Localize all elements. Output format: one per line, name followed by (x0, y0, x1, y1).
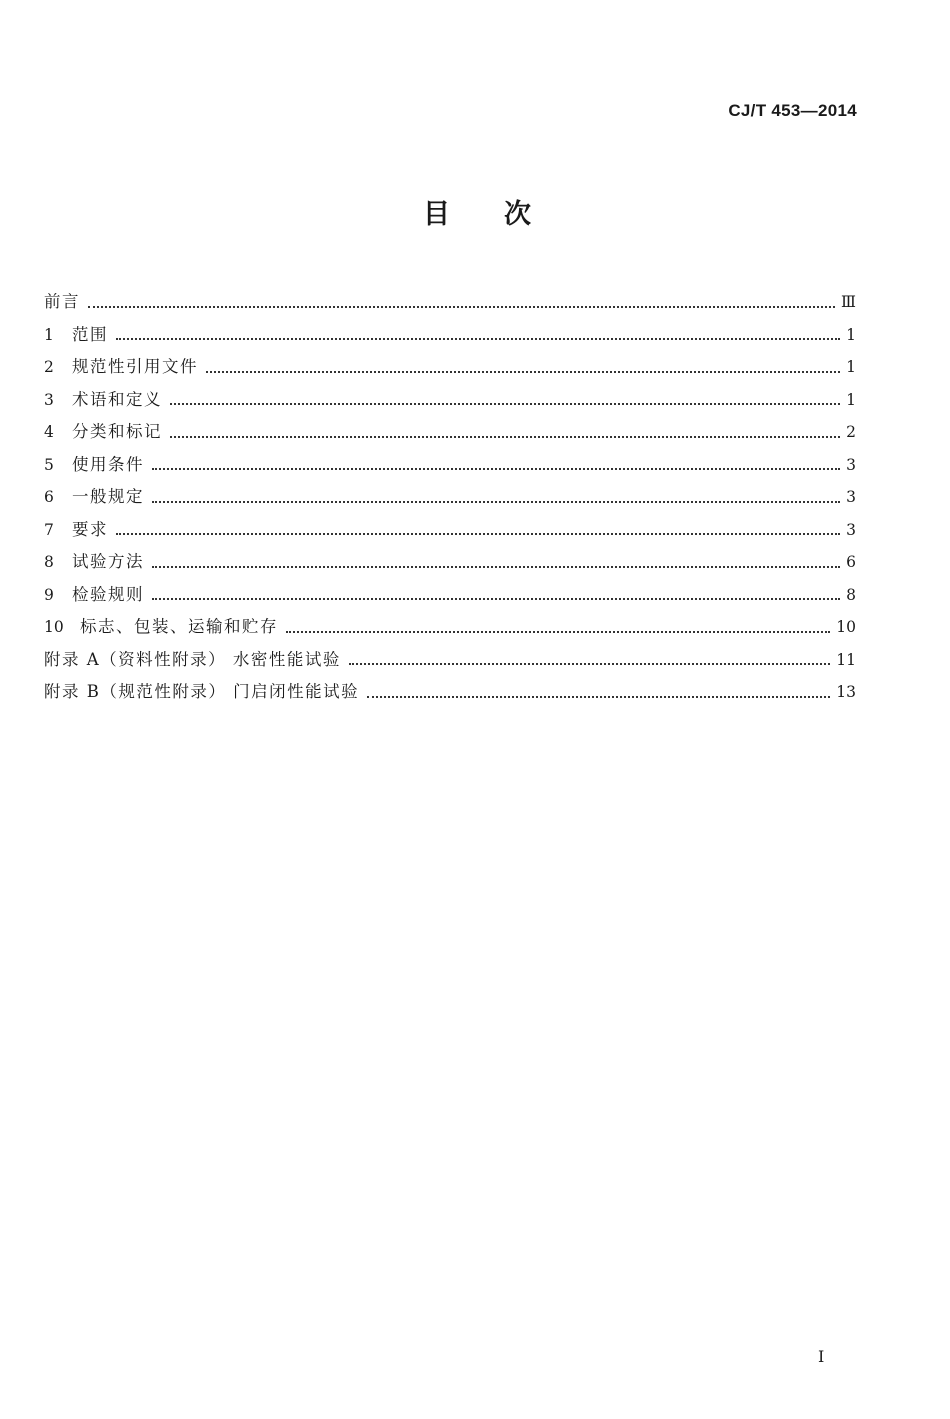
toc-entry-9[interactable] (44, 571, 856, 604)
toc-entry-number: 8 (44, 553, 54, 571)
dot-leader (116, 533, 840, 535)
toc-entry-text: 要求 (72, 519, 108, 539)
dot-leader (170, 403, 840, 405)
standard-code: CJ/T 453—2014 (728, 101, 857, 120)
toc-entry-7[interactable] (44, 506, 856, 539)
toc-entry-text: 分类和标记 (72, 422, 162, 441)
toc-entry-foreword[interactable] (44, 278, 856, 311)
toc-entry-appendix-b[interactable] (44, 668, 856, 701)
toc-entry-page: 3 (846, 488, 856, 506)
toc-entry-text: 试验方法 (72, 552, 144, 571)
toc-entry-text: 范围 (72, 324, 108, 344)
toc-entry-6[interactable] (44, 473, 856, 506)
dot-leader (152, 566, 840, 568)
toc-entry-number: 4 (44, 423, 54, 441)
page-number: I (818, 1347, 825, 1366)
toc-entry-number: 6 (44, 488, 54, 506)
toc-entry-text: 附录 B（规范性附录） 门启闭性能试验 (44, 682, 360, 701)
toc-entry-page: 6 (846, 553, 856, 571)
dot-leader (170, 436, 840, 438)
toc-entry-text: 检验规则 (72, 584, 144, 604)
toc-entry-1[interactable] (44, 311, 856, 344)
page-title: 目次 (423, 199, 585, 230)
toc-entry-page: 11 (836, 650, 856, 669)
toc-entry-text: 一般规定 (72, 487, 144, 506)
toc-entry-text: 使用条件 (72, 454, 144, 474)
toc-entry-text: 术语和定义 (72, 389, 162, 409)
toc-entry-page: 1 (846, 390, 856, 409)
toc-entry-text: 前言 (44, 292, 80, 311)
toc-entry-page: 3 (846, 520, 856, 539)
dot-leader (367, 696, 830, 698)
toc-entry-page: 2 (846, 423, 856, 441)
toc-entry-number: 3 (44, 390, 54, 409)
toc-entry-10[interactable] (44, 603, 856, 636)
toc-entry-page: 1 (846, 325, 856, 344)
toc-entry-2[interactable] (44, 343, 856, 376)
dot-leader (349, 663, 830, 665)
toc-entry-number: 1 (44, 325, 54, 344)
toc-entry-text: 附录 A（资料性附录） 水密性能试验 (44, 649, 341, 669)
toc-entry-number: 10 (44, 618, 64, 636)
toc-entry-4[interactable] (44, 408, 856, 441)
toc-entry-page: 3 (846, 455, 856, 474)
dot-leader (152, 468, 840, 470)
toc-entry-page: 13 (836, 683, 856, 701)
dot-leader (88, 306, 835, 308)
toc-entry-page: 1 (846, 358, 856, 376)
toc-entry-3[interactable] (44, 376, 856, 409)
toc-entry-text: 规范性引用文件 (72, 357, 198, 376)
toc-entry-number: 2 (44, 358, 54, 376)
dot-leader (206, 371, 840, 373)
toc-entry-appendix-a[interactable] (44, 636, 856, 669)
toc-entry-number: 9 (44, 585, 54, 604)
toc-entry-text: 标志、包装、运输和贮存 (80, 617, 278, 636)
toc-entry-number: 5 (44, 455, 54, 474)
toc-entry-number: 7 (44, 520, 54, 539)
toc-entry-8[interactable] (44, 538, 856, 571)
dot-leader (116, 338, 840, 340)
dot-leader (152, 598, 840, 600)
toc-entry-page: Ⅲ (841, 293, 856, 311)
dot-leader (152, 501, 840, 503)
toc-entry-page: 10 (836, 618, 856, 636)
dot-leader (286, 631, 830, 633)
toc-entry-5[interactable] (44, 441, 856, 474)
table-of-contents (44, 278, 856, 701)
toc-entry-page: 8 (846, 585, 856, 604)
